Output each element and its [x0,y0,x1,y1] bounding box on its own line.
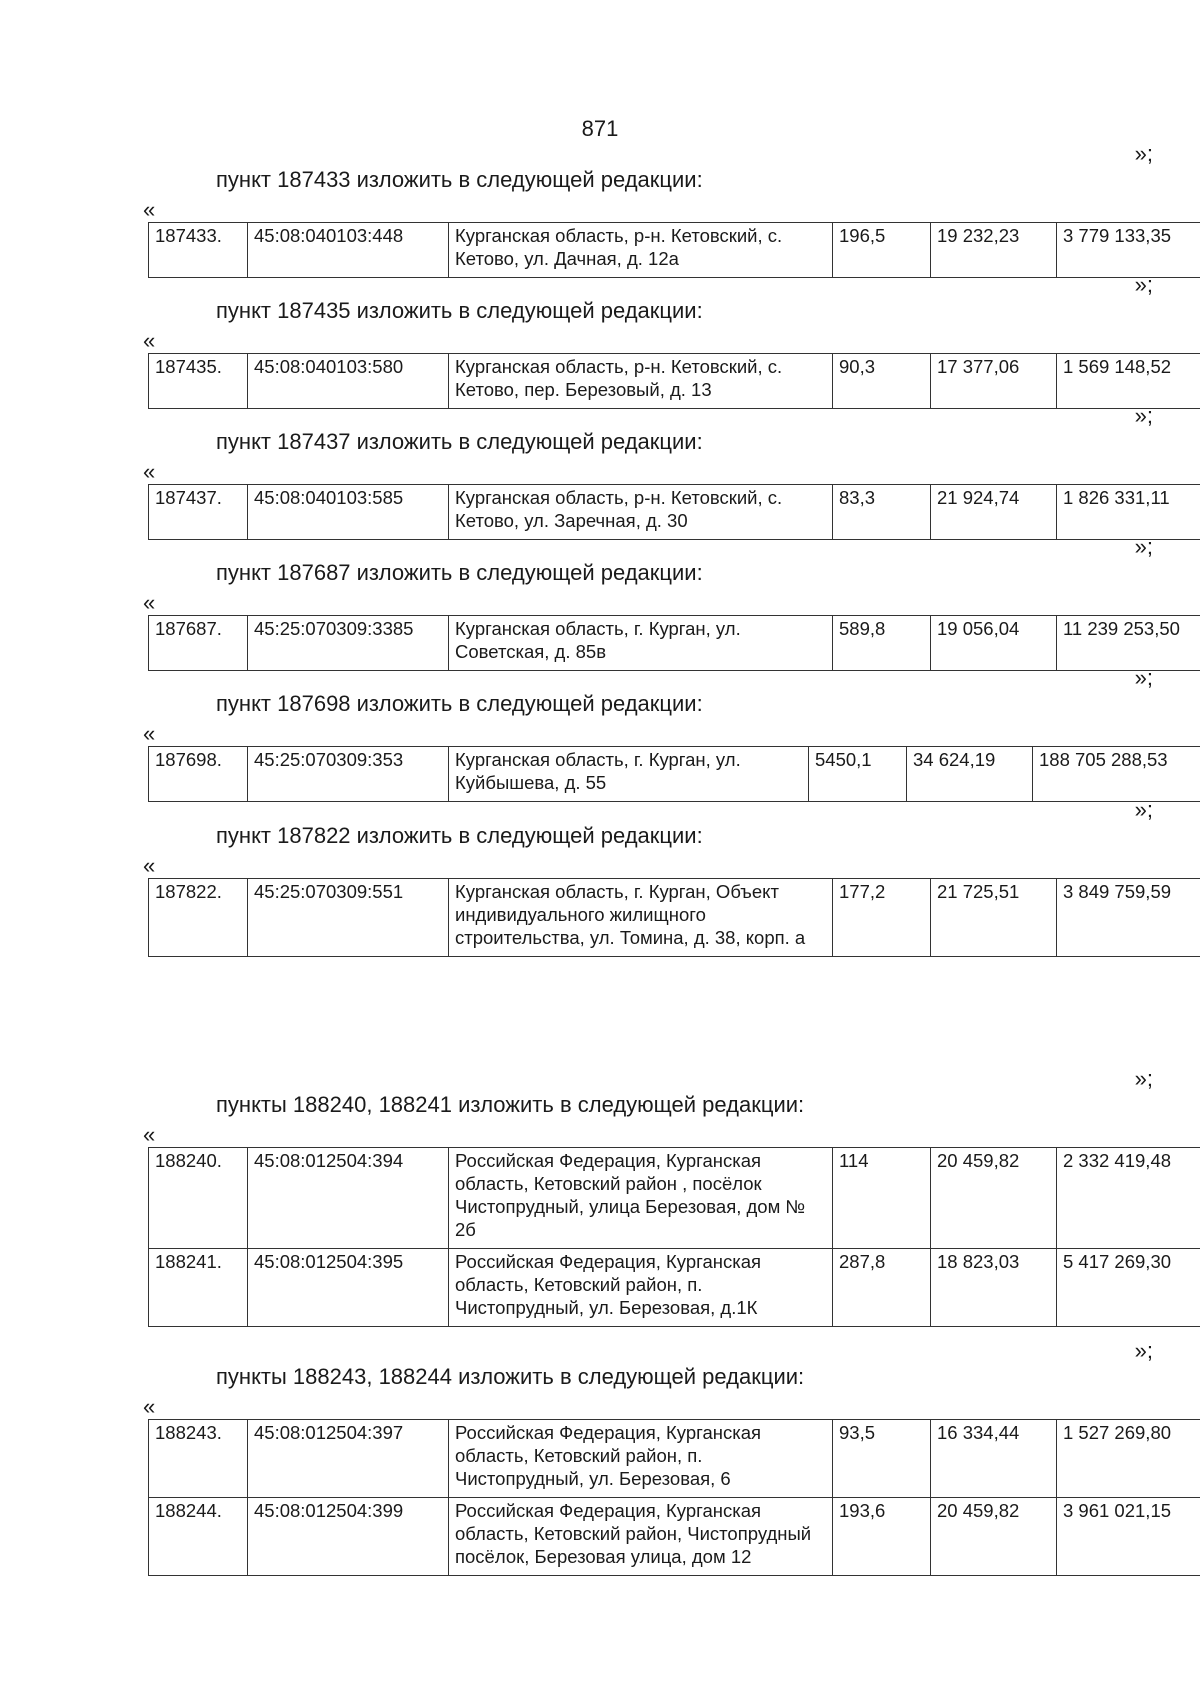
address-cell: Курганская область, г. Курган, ул. Куйбышева, д. 55 [449,747,809,802]
unit-value-cell: 21 924,74 [931,485,1057,540]
area-cell: 196,5 [833,223,931,278]
unit-value-cell: 19 232,23 [931,223,1057,278]
cadastral-number-cell: 45:08:040103:448 [248,223,449,278]
table-row [149,879,1200,957]
cadastral-value-cell: 2 332 419,48 [1057,1148,1200,1249]
area-cell: 5450,1 [809,747,907,802]
amendment-table [148,1419,1200,1576]
page-number: 871 [581,116,619,141]
table-row [149,485,1200,540]
amendment-table [148,615,1200,671]
item-number-cell: 188240. [149,1148,248,1249]
address-cell: Российская Федерация, Курганская область, Кетовский район, п. Чистопрудный, ул. Березовая, д.1К [449,1249,833,1327]
opening-quote: « [143,721,156,746]
cadastral-value-cell: 3 849 759,59 [1057,879,1200,957]
closing-quote: »; [1134,272,1153,297]
item-number-cell: 188244. [149,1498,248,1576]
closing-quote: »; [1134,534,1153,559]
amendment-instruction: пункт 187687 изложить в следующей редакции: [216,560,703,585]
table-row [149,1148,1200,1249]
address-cell: Российская Федерация, Курганская область, Кетовский район, Чистопрудный посёлок, Березовая улица, дом 12 [449,1498,833,1576]
table-row [149,1249,1200,1327]
cadastral-value-cell: 3 961 021,15 [1057,1498,1200,1576]
item-number-cell: 188243. [149,1420,248,1498]
table-row [149,1498,1200,1576]
cadastral-number-cell: 45:08:012504:394 [248,1148,449,1249]
opening-quote: « [143,590,156,615]
amendment-table [148,222,1200,278]
amendment-instruction: пункт 187433 изложить в следующей редакции: [216,167,703,192]
cadastral-value-cell: 3 779 133,35 [1057,223,1200,278]
opening-quote: « [143,328,156,353]
unit-value-cell: 34 624,19 [907,747,1033,802]
item-number-cell: 187437. [149,485,248,540]
area-cell: 193,6 [833,1498,931,1576]
cadastral-number-cell: 45:08:012504:399 [248,1498,449,1576]
closing-quote: »; [1134,665,1153,690]
cadastral-number-cell: 45:08:040103:585 [248,485,449,540]
amendment-instruction: пункт 187698 изложить в следующей редакции: [216,691,703,716]
cadastral-number-cell: 45:08:012504:397 [248,1420,449,1498]
opening-quote: « [143,853,156,878]
address-cell: Российская Федерация, Курганская область, Кетовский район, п. Чистопрудный, ул. Березовая, 6 [449,1420,833,1498]
item-number-cell: 187433. [149,223,248,278]
cadastral-number-cell: 45:25:070309:551 [248,879,449,957]
unit-value-cell: 17 377,06 [931,354,1057,409]
closing-quote: »; [1134,1338,1153,1363]
cadastral-value-cell: 1 826 331,11 [1057,485,1200,540]
amendment-table [148,1147,1200,1327]
cadastral-value-cell: 188 705 288,53 [1033,747,1200,802]
address-cell: Курганская область, р-н. Кетовский, с. Кетово, ул. Дачная, д. 12а [449,223,833,278]
table-row [149,616,1200,671]
table-row [149,223,1200,278]
unit-value-cell: 19 056,04 [931,616,1057,671]
area-cell: 589,8 [833,616,931,671]
cadastral-number-cell: 45:08:040103:580 [248,354,449,409]
item-number-cell: 187435. [149,354,248,409]
address-cell: Российская Федерация, Курганская область, Кетовский район , посёлок Чистопрудный, улица Березовая, дом № 2б [449,1148,833,1249]
opening-quote: « [143,1394,156,1419]
amendment-instruction: пункты 188240, 188241 изложить в следующей редакции: [216,1092,805,1117]
amendment-instruction: пункт 187822 изложить в следующей редакции: [216,823,703,848]
item-number-cell: 187698. [149,747,248,802]
area-cell: 177,2 [833,879,931,957]
amendment-instruction: пункт 187435 изложить в следующей редакции: [216,298,703,323]
cadastral-number-cell: 45:08:012504:395 [248,1249,449,1327]
cadastral-number-cell: 45:25:070309:353 [248,747,449,802]
table-row [149,747,1200,802]
address-cell: Курганская область, р-н. Кетовский, с. Кетово, пер. Березовый, д. 13 [449,354,833,409]
item-number-cell: 188241. [149,1249,248,1327]
cadastral-number-cell: 45:25:070309:3385 [248,616,449,671]
area-cell: 93,5 [833,1420,931,1498]
address-cell: Курганская область, р-н. Кетовский, с. Кетово, ул. Заречная, д. 30 [449,485,833,540]
cadastral-value-cell: 1 569 148,52 [1057,354,1200,409]
opening-quote: « [143,197,156,222]
table-row [149,1420,1200,1498]
amendment-table [148,484,1200,540]
address-cell: Курганская область, г. Курган, Объект индивидуального жилищного строительства, ул. Томина, д. 38, корп. а [449,879,833,957]
opening-quote: « [143,1122,156,1147]
amendment-instruction: пункты 188243, 188244 изложить в следующей редакции: [216,1364,805,1389]
opening-quote: « [143,459,156,484]
closing-quote: »; [1134,797,1153,822]
area-cell: 90,3 [833,354,931,409]
unit-value-cell: 21 725,51 [931,879,1057,957]
item-number-cell: 187822. [149,879,248,957]
closing-quote: »; [1134,141,1153,166]
unit-value-cell: 18 823,03 [931,1249,1057,1327]
table-row [149,354,1200,409]
closing-quote: »; [1134,1066,1153,1091]
cadastral-value-cell: 5 417 269,30 [1057,1249,1200,1327]
amendment-table [148,878,1200,957]
amendment-table [148,746,1200,802]
area-cell: 287,8 [833,1249,931,1327]
unit-value-cell: 20 459,82 [931,1498,1057,1576]
unit-value-cell: 16 334,44 [931,1420,1057,1498]
unit-value-cell: 20 459,82 [931,1148,1057,1249]
area-cell: 83,3 [833,485,931,540]
item-number-cell: 187687. [149,616,248,671]
closing-quote: »; [1134,403,1153,428]
address-cell: Курганская область, г. Курган, ул. Советская, д. 85в [449,616,833,671]
amendment-instruction: пункт 187437 изложить в следующей редакции: [216,429,703,454]
cadastral-value-cell: 11 239 253,50 [1057,616,1200,671]
amendment-table [148,353,1200,409]
area-cell: 114 [833,1148,931,1249]
cadastral-value-cell: 1 527 269,80 [1057,1420,1200,1498]
